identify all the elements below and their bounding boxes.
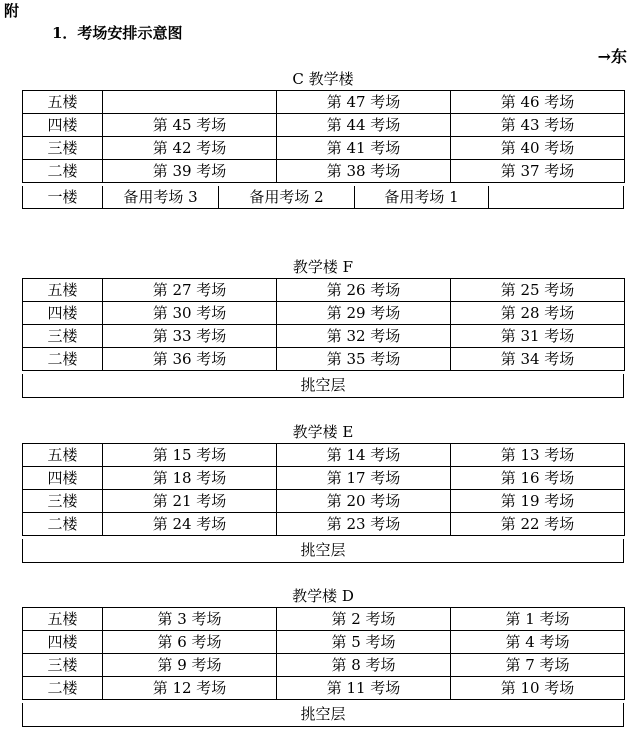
floor-label: 四楼	[23, 114, 103, 137]
room-cell: 第 20 考场	[277, 490, 451, 513]
building-c-first-floor-row	[22, 186, 624, 209]
table-row	[23, 91, 625, 114]
table-row	[23, 279, 625, 302]
room-cell: 第 33 考场	[103, 325, 277, 348]
room-cell: 第 16 考场	[451, 467, 625, 490]
table-row	[23, 160, 625, 183]
room-cell: 第 32 考场	[277, 325, 451, 348]
floor-label: 三楼	[23, 325, 103, 348]
room-cell: 第 24 考场	[103, 513, 277, 536]
spare-room-cell: 备用考场 2	[219, 186, 355, 208]
floor-label: 五楼	[23, 608, 103, 631]
room-cell: 第 28 考场	[451, 302, 625, 325]
table-row	[23, 348, 625, 371]
room-cell: 第 41 考场	[277, 137, 451, 160]
table-row	[23, 608, 625, 631]
appendix-label: 附	[4, 2, 20, 20]
room-cell: 第 9 考场	[103, 654, 277, 677]
table-row	[23, 631, 625, 654]
spare-room-cell: 备用考场 3	[103, 186, 219, 208]
building-d-title: 教学楼 D	[292, 587, 354, 605]
room-cell: 第 40 考场	[451, 137, 625, 160]
room-cell: 第 2 考场	[277, 608, 451, 631]
room-cell: 第 8 考场	[277, 654, 451, 677]
floor-label: 三楼	[23, 490, 103, 513]
room-cell: 第 17 考场	[277, 467, 451, 490]
room-cell: 第 45 考场	[103, 114, 277, 137]
room-cell: 第 42 考场	[103, 137, 277, 160]
room-cell: 第 27 考场	[103, 279, 277, 302]
floor-label: 五楼	[23, 444, 103, 467]
building-c-title: C 教学楼	[292, 70, 354, 88]
room-cell: 第 30 考场	[103, 302, 277, 325]
building-d-table	[22, 607, 625, 700]
room-cell: 第 26 考场	[277, 279, 451, 302]
room-cell: 第 39 考场	[103, 160, 277, 183]
floor-label: 三楼	[23, 137, 103, 160]
room-cell: 第 10 考场	[451, 677, 625, 700]
room-cell: 第 19 考场	[451, 490, 625, 513]
table-row	[23, 137, 625, 160]
room-cell: 第 22 考场	[451, 513, 625, 536]
room-cell: 第 18 考场	[103, 467, 277, 490]
room-cell: 第 35 考场	[277, 348, 451, 371]
room-cell: 第 23 考场	[277, 513, 451, 536]
building-d-open-floor: 挑空层	[22, 703, 624, 727]
building-f-table	[22, 278, 625, 371]
room-cell: 第 4 考场	[451, 631, 625, 654]
room-cell: 第 37 考场	[451, 160, 625, 183]
building-f-title: 教学楼 F	[292, 258, 354, 276]
room-cell: 第 47 考场	[277, 91, 451, 114]
floor-label: 四楼	[23, 631, 103, 654]
building-e-table	[22, 443, 625, 536]
room-cell: 第 21 考场	[103, 490, 277, 513]
building-f-open-floor: 挑空层	[22, 374, 624, 398]
room-cell: 第 5 考场	[277, 631, 451, 654]
table-row	[23, 114, 625, 137]
empty-cell	[489, 186, 623, 208]
room-cell: 第 36 考场	[103, 348, 277, 371]
table-row	[23, 467, 625, 490]
building-c-table	[22, 90, 625, 183]
room-cell: 第 12 考场	[103, 677, 277, 700]
floor-label: 五楼	[23, 91, 103, 114]
floor-label: 三楼	[23, 654, 103, 677]
east-direction-indicator: →东	[597, 47, 627, 66]
room-cell: 第 14 考场	[277, 444, 451, 467]
building-e-open-floor: 挑空层	[22, 539, 624, 563]
spare-room-cell: 备用考场 1	[355, 186, 489, 208]
room-cell: 第 13 考场	[451, 444, 625, 467]
floor-label: 一楼	[23, 186, 103, 208]
room-cell: 第 11 考场	[277, 677, 451, 700]
table-row	[23, 654, 625, 677]
room-cell: 第 7 考场	[451, 654, 625, 677]
room-cell: 第 46 考场	[451, 91, 625, 114]
table-row	[23, 677, 625, 700]
room-cell: 第 34 考场	[451, 348, 625, 371]
floor-label: 二楼	[23, 513, 103, 536]
floor-label: 四楼	[23, 302, 103, 325]
room-cell: 第 29 考场	[277, 302, 451, 325]
room-cell: 第 31 考场	[451, 325, 625, 348]
section-heading: 1．考场安排示意图	[52, 24, 183, 42]
floor-label: 二楼	[23, 677, 103, 700]
room-cell: 第 1 考场	[451, 608, 625, 631]
room-cell	[103, 91, 277, 114]
table-row	[23, 513, 625, 536]
room-cell: 第 44 考场	[277, 114, 451, 137]
floor-label: 五楼	[23, 279, 103, 302]
room-cell: 第 43 考场	[451, 114, 625, 137]
table-row	[23, 325, 625, 348]
room-cell: 第 25 考场	[451, 279, 625, 302]
floor-label: 四楼	[23, 467, 103, 490]
room-cell: 第 3 考场	[103, 608, 277, 631]
building-e-title: 教学楼 E	[292, 423, 354, 441]
table-row	[23, 490, 625, 513]
room-cell: 第 6 考场	[103, 631, 277, 654]
table-row	[23, 302, 625, 325]
room-cell: 第 38 考场	[277, 160, 451, 183]
room-cell: 第 15 考场	[103, 444, 277, 467]
table-row	[23, 444, 625, 467]
floor-label: 二楼	[23, 348, 103, 371]
floor-label: 二楼	[23, 160, 103, 183]
